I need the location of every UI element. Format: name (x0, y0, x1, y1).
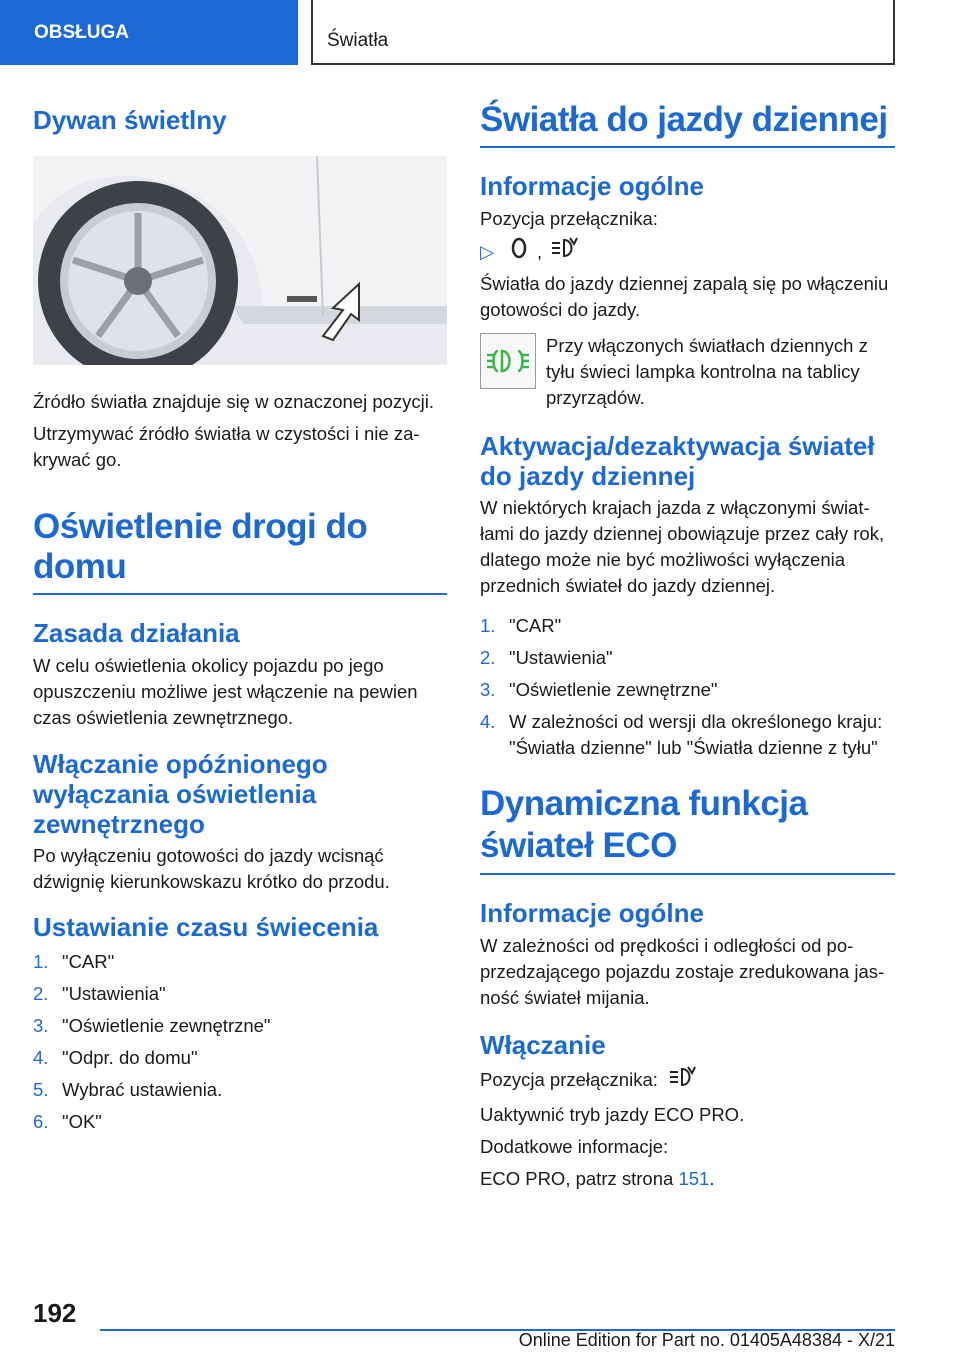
list-item (33, 949, 447, 975)
step-text: "CAR" (62, 951, 115, 973)
drl-paragraph: Światła do jazdy dziennej zapalą się po włączeniu gotowości do jazdy. (480, 273, 889, 321)
list-item (480, 645, 895, 671)
eco-heading: Dynamiczna funkcja świateł ECO (480, 783, 895, 875)
eco-reference (480, 1166, 895, 1192)
list-item (480, 613, 895, 639)
drl-indicator-icon (480, 333, 536, 389)
step-text: "OK" (62, 1111, 102, 1133)
bullet-icon: ▷ (480, 240, 495, 262)
light-switch-auto-icon (550, 236, 578, 267)
reference-period: . (709, 1167, 715, 1189)
comma: , (537, 240, 543, 262)
step-text: "Ustawienia" (62, 983, 166, 1005)
chapter-title-box (311, 0, 895, 65)
right-column (480, 100, 895, 1192)
list-item (33, 1109, 447, 1135)
list-item (33, 1013, 447, 1039)
principle-paragraph: W celu oświetlenia okolicy pojazdu po jego opuszczeniu możliwe jest włączenie na pewien czas oświetlenia zewnętrznego. (33, 655, 418, 729)
carpet-paragraph-1: Źródło światła znajduje się w oznaczonej pozycji. (33, 390, 435, 412)
enable-switch-row (480, 1065, 895, 1096)
carpet-paragraph-2: Utrzymywać źródło światła w czystości i nie za-krywać go. (33, 422, 420, 470)
enable-switch-label: Pozycja przełącznika: (480, 1069, 658, 1091)
section-tab (0, 0, 298, 65)
eco-general-paragraph: W zależności od prędkości i odległości od po-przedzającego pojazdu zostaje zredukowana jas-ność świateł mijania. (480, 935, 885, 1009)
step-text: "Oświetlenie zewnętrzne" (509, 679, 718, 701)
page-link[interactable]: 151 (678, 1167, 710, 1189)
home-lighting-heading: Oświetlenie drogi do domu (33, 507, 447, 596)
general-info-heading: Informacje ogólne (480, 171, 704, 202)
step-text: "Oświetlenie zewnętrzne" (62, 1015, 271, 1037)
delay-paragraph: Po wyłączeniu gotowości do jazdy wcisnąć dźwignię kierunkowskazu krótko do przodu. (33, 845, 390, 893)
drl-heading: Światła do jazdy dziennej (480, 100, 895, 148)
indicator-paragraph: Przy włączonych światłach dziennych z tyłu świeci lampka kontrolna na tablicy przyrządów. (546, 335, 868, 409)
left-column (33, 100, 447, 1141)
list-item (33, 1045, 447, 1071)
step-number: 4. (33, 1047, 49, 1069)
carpet-title: Dywan świetlny (33, 105, 227, 135)
step-number: 1. (480, 615, 496, 637)
step-number: 1. (33, 951, 49, 973)
list-item (480, 709, 895, 761)
principle-heading: Zasada działania (33, 618, 240, 649)
step-text: W zależności od wersji dla określonego kraju: "Światła dzienne" lub "Światła dzienne z tyłu" (509, 711, 883, 759)
eco-reference-text: ECO PRO, patrz strona (480, 1167, 674, 1189)
step-number: 6. (33, 1111, 49, 1133)
step-number: 3. (480, 679, 496, 701)
step-number: 5. (33, 1079, 49, 1101)
step-number: 4. (480, 711, 496, 733)
time-heading: Ustawianie czasu świecenia (33, 912, 379, 943)
step-number: 2. (33, 983, 49, 1005)
step-text: "CAR" (509, 615, 562, 637)
indicator-note (480, 333, 895, 411)
light-switch-off-icon (509, 236, 529, 267)
step-text: "Ustawienia" (509, 647, 613, 669)
switch-position-row (480, 236, 895, 267)
footer-edition: Online Edition for Part no. 01405A48384 - X/21 (518, 1330, 895, 1350)
chapter-title: Światła (327, 30, 389, 51)
delay-heading: Włączanie opóźnionego wyłączania oświetlenia zewnętrznego (33, 749, 328, 840)
step-text: "Odpr. do domu" (62, 1047, 198, 1069)
section-label: OBSŁUGA (34, 21, 129, 43)
step-text: Wybrać ustawienia. (62, 1079, 223, 1101)
eco-general-heading: Informacje ogólne (480, 898, 704, 929)
activation-paragraph: W niektórych krajach jazda z włączonymi świat-łami do jazdy dziennej obowiązuje przez cały rok, dlatego może nie być możliwości wyłączenia przednich świateł do jazdy dziennej. (480, 497, 885, 597)
list-item (33, 1077, 447, 1103)
activation-steps-list (480, 613, 895, 761)
time-steps-list (33, 949, 447, 1135)
step-number: 2. (480, 647, 496, 669)
step-number: 3. (33, 1015, 49, 1037)
enable-heading: Włączanie (480, 1030, 606, 1061)
light-switch-auto-icon (668, 1065, 696, 1096)
more-info-label: Dodatkowe informacje: (480, 1135, 669, 1157)
page-number: 192 (33, 1298, 77, 1328)
list-item (480, 677, 895, 703)
switch-position-label: Pozycja przełącznika: (480, 208, 658, 230)
enable-mode-paragraph: Uaktywnić tryb jazdy ECO PRO. (480, 1103, 745, 1125)
list-item (33, 981, 447, 1007)
activation-heading: Aktywacja/dezaktywacja świateł do jazdy dziennej (480, 431, 875, 492)
wheel-arrow-illustration (33, 156, 447, 365)
